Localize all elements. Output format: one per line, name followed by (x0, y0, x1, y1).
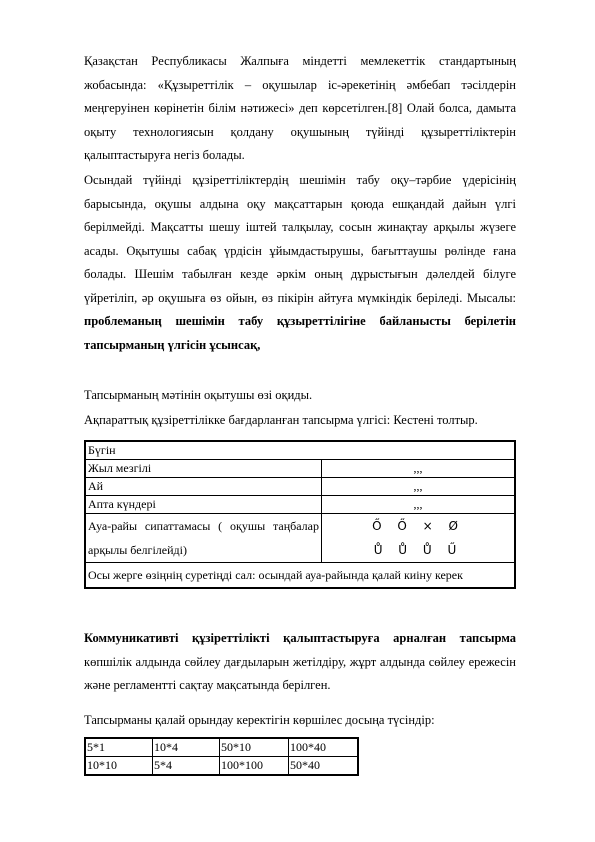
weather-symbols-row-1: Ő Ő × Ø (372, 519, 464, 533)
table-row (85, 496, 515, 514)
line-task-title: Ақпараттық құзіреттілікке бағдарланған тапсырма үлгісі: Кестені толтыр. (84, 413, 478, 427)
row-value-month[interactable]: ,,, (322, 478, 516, 496)
line-teacher-reads: Тапсырманың мәтінін оқытушы өзі оқиды. (84, 388, 313, 402)
row-label-weekdays: Апта күндері (85, 496, 322, 514)
row-value-weekdays[interactable]: ,,, (322, 496, 516, 514)
row-label-season: Жыл мезгілі (85, 460, 322, 478)
table-row (85, 757, 358, 776)
weather-table (84, 440, 516, 589)
table-row (85, 478, 515, 496)
weather-table-header-row (85, 441, 515, 460)
line-explain-task: Тапсырманы қалай орындау керектігін көршілес досыңа түсіндір: (84, 713, 435, 727)
math-table (84, 737, 359, 776)
weather-symbols-row-2: Ů Ů Ů Ű (373, 543, 463, 557)
weather-table-header: Бүгін (85, 441, 515, 460)
paragraph-competence (84, 169, 516, 357)
math-cell: 100*40 (289, 738, 359, 757)
math-cell: 100*100 (220, 757, 289, 776)
math-cell: 50*40 (289, 757, 359, 776)
math-cell: 10*10 (85, 757, 153, 776)
math-cell: 5*1 (85, 738, 153, 757)
paragraph-standard: Қазақстан Республикасы Жалпыға міндетті мемлекеттік стандартының жобасында: «Құзыреттілік – оқушылар іс-әрекетінің әмбебап тәсілдерін меңгеруінен көрінетін білім нәтижесі» деп көрсетілген.[8] Олай болса, дамыта оқыту технологиясын қолдану оқушының түйінді құзыреттіліктерін қалыптастыруға негіз болады. (84, 54, 516, 162)
row-label-month: Ай (85, 478, 322, 496)
paragraph-communicative-bold: Коммуникативті құзіреттілікті қалыптастыруға арналған тапсырма (84, 631, 516, 645)
weather-symbols-cell[interactable] (322, 514, 516, 563)
paragraph-communicative-text: көпшілік алдында сөйлеу дағдыларын жетілдіру, жұрт алдында сөйлеу ережесін және регламентті сақтау мақсатында берілген. (84, 654, 516, 692)
table-row (85, 514, 515, 563)
math-cell: 10*4 (153, 738, 220, 757)
paragraph-competence-text: Осындай түйінді құзіреттіліктердің шешімін табу оқу–тәрбие үдерісінің барысында, оқушы алдына оқу мақсаттарын қоюда ешқандай дайын үлгі берілмейді. Мақсатты шешу іштей талқылау, сосын жинақтау арқылы жүзеге асады. Оқытушы сабақ үрдісін ұйымдастырушы, бағыттаушы рөлінде ғана болады. Шешім табылған кезде әркім оның дұрыстығын дәлелдей білуге үйретіліп, әр оқушыға өз ойын, өз пікірін айтуға мүмкіндік беріледі. Мысалы: (84, 173, 516, 305)
table-row (85, 738, 358, 757)
row-value-season[interactable]: ,,, (322, 460, 516, 478)
paragraph-communicative (84, 627, 516, 698)
row-label-weather: Ауа-райы сипаттамасы ( оқушы таңбалар арқылы белгілейді) (85, 514, 322, 563)
table-row (85, 460, 515, 478)
math-cell: 50*10 (220, 738, 289, 757)
paragraph-competence-bold: проблеманың шешімін табу құзыреттілігіне байланысты берілетін тапсырманың үлгісін ұсынсақ, (84, 314, 516, 352)
draw-instruction-cell[interactable]: Осы жерге өзіңнің суретіңді сал: осындай ауа-райында қалай киіну керек (85, 563, 515, 589)
math-cell: 5*4 (153, 757, 220, 776)
table-row (85, 563, 515, 589)
